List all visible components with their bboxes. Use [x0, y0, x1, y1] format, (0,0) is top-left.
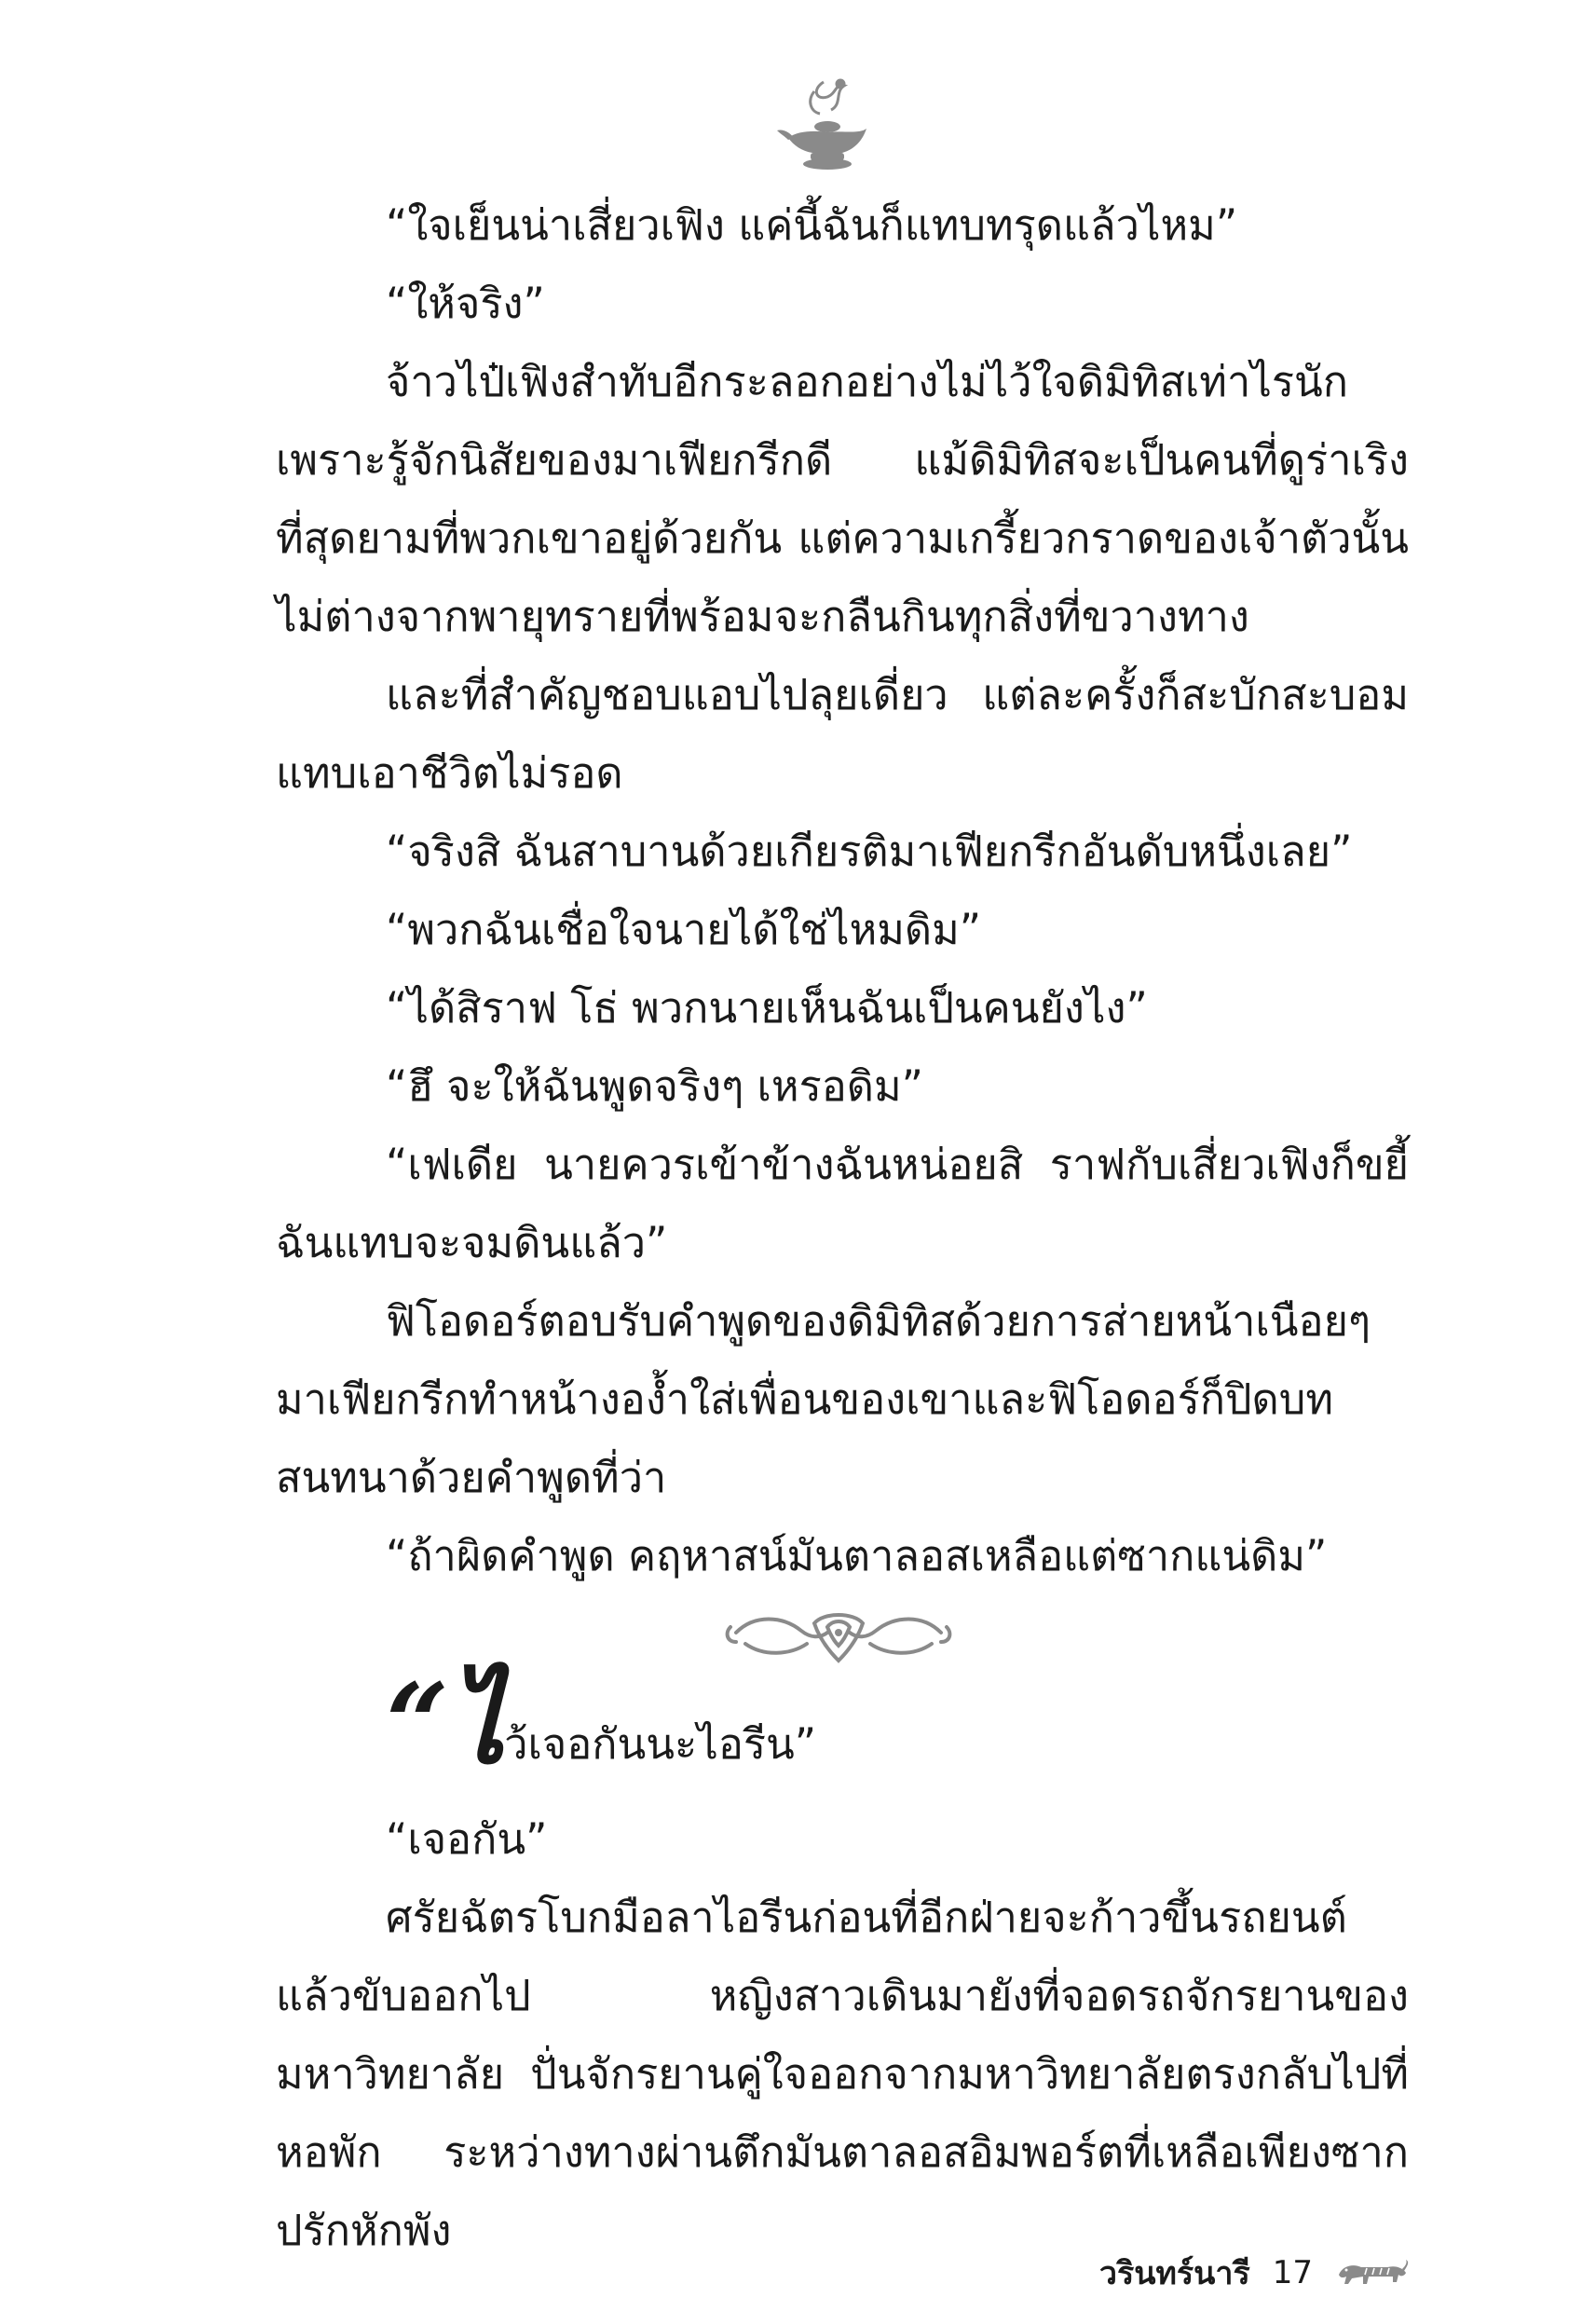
- paragraph: และที่สำคัญชอบแอบไปลุยเดี่ยว แต่ละครั้งก็สะบักสะบอมแทบเอาชีวิตไม่รอด: [276, 670, 1409, 798]
- paragraph: “ถ้าผิดคำพูด คฤหาสน์มันตาลอสเหลือแต่ซากแน่ดิม”: [386, 1531, 1328, 1580]
- author-name: วรินทร์นารี: [1098, 2255, 1250, 2292]
- page-number: 17: [1272, 2254, 1313, 2291]
- paragraph: ศรัยฉัตรโบกมือลาไอรีนก่อนที่อีกฝ่ายจะก้าวขึ้นรถยนต์แล้วขับออกไป หญิงสาวเดินมายังที่จอดรถจักรยานของมหาวิทยาลัย ปั่นจักรยานคู่ใจออกจากมหาวิทยาลัยตรงกลับไปที่หอพัก ระหว่างทางผ่านตึกมันตาลอสอิมพอร์ตที่เหลือเพียงซากปรักหักพัง: [276, 1893, 1409, 2255]
- ornamental-divider: [717, 1595, 960, 1679]
- magic-lamp-icon: [770, 73, 881, 175]
- paragraph: “ได้สิราฟ โธ่ พวกนายเห็นฉันเป็นคนยังไง”: [386, 983, 1148, 1032]
- dropcap-letter: ไ: [448, 1659, 505, 1788]
- paragraph: “พวกฉันเชื่อใจนายได้ใช่ไหมดิม”: [386, 905, 982, 954]
- main-text: [276, 186, 1409, 1595]
- opening-line: [276, 1659, 1409, 1800]
- paragraph: “ฮึ จะให้ฉันพูดจริงๆ เหรอดิม”: [386, 1061, 923, 1111]
- paragraph: “เจอกัน”: [386, 1814, 548, 1864]
- dropcap-quote: “: [386, 1659, 449, 1788]
- paragraph: “เฟเดีย นายควรเข้าข้างฉันหน่อยสิ ราฟกับเสี่ยวเฟิงก็ขยี้ฉันแทบจะจมดินแล้ว”: [276, 1140, 1409, 1267]
- opening-line-text: ว้เจอกันนะไอรีน”: [504, 1719, 817, 1769]
- paragraph: “จริงสิ ฉันสาบานด้วยเกียรติมาเฟียกรีกอันดับหนึ่งเลย”: [386, 827, 1353, 876]
- tiger-icon: [1335, 2254, 1410, 2291]
- paragraph: จ้าวไป๋เฟิงสำทับอีกระลอกอย่างไม่ไว้ใจดิมิทิสเท่าไรนัก เพราะรู้จักนิสัยของมาเฟียกรีกดี แม้ดิมิทิสจะเป็นคนที่ดูร่าเริงที่สุดยามที่พวกเขาอยู่ด้วยกัน แต่ความเกรี้ยวกราดของเจ้าตัวนั้นไม่ต่างจากพายุทรายที่พร้อมจะกลืนกินทุกสิ่งที่ขวางทาง: [276, 357, 1409, 641]
- paragraph: “ให้จริง”: [386, 279, 545, 328]
- paragraph: “ใจเย็นน่าเสี่ยวเฟิง แค่นี้ฉันก็แทบทรุดแล้วไหม”: [386, 200, 1238, 250]
- page-footer: [1099, 2248, 1410, 2298]
- paragraph: ฟิโอดอร์ตอบรับคำพูดของดิมิทิสด้วยการส่ายหน้าเนือยๆ มาเฟียกรีกทำหน้างอง้ำใส่เพื่อนของเขาและฟิโอดอร์ก็ปิดบทสนทนาด้วยคำพูดที่ว่า: [276, 1296, 1371, 1502]
- section-text: [276, 1659, 1409, 2270]
